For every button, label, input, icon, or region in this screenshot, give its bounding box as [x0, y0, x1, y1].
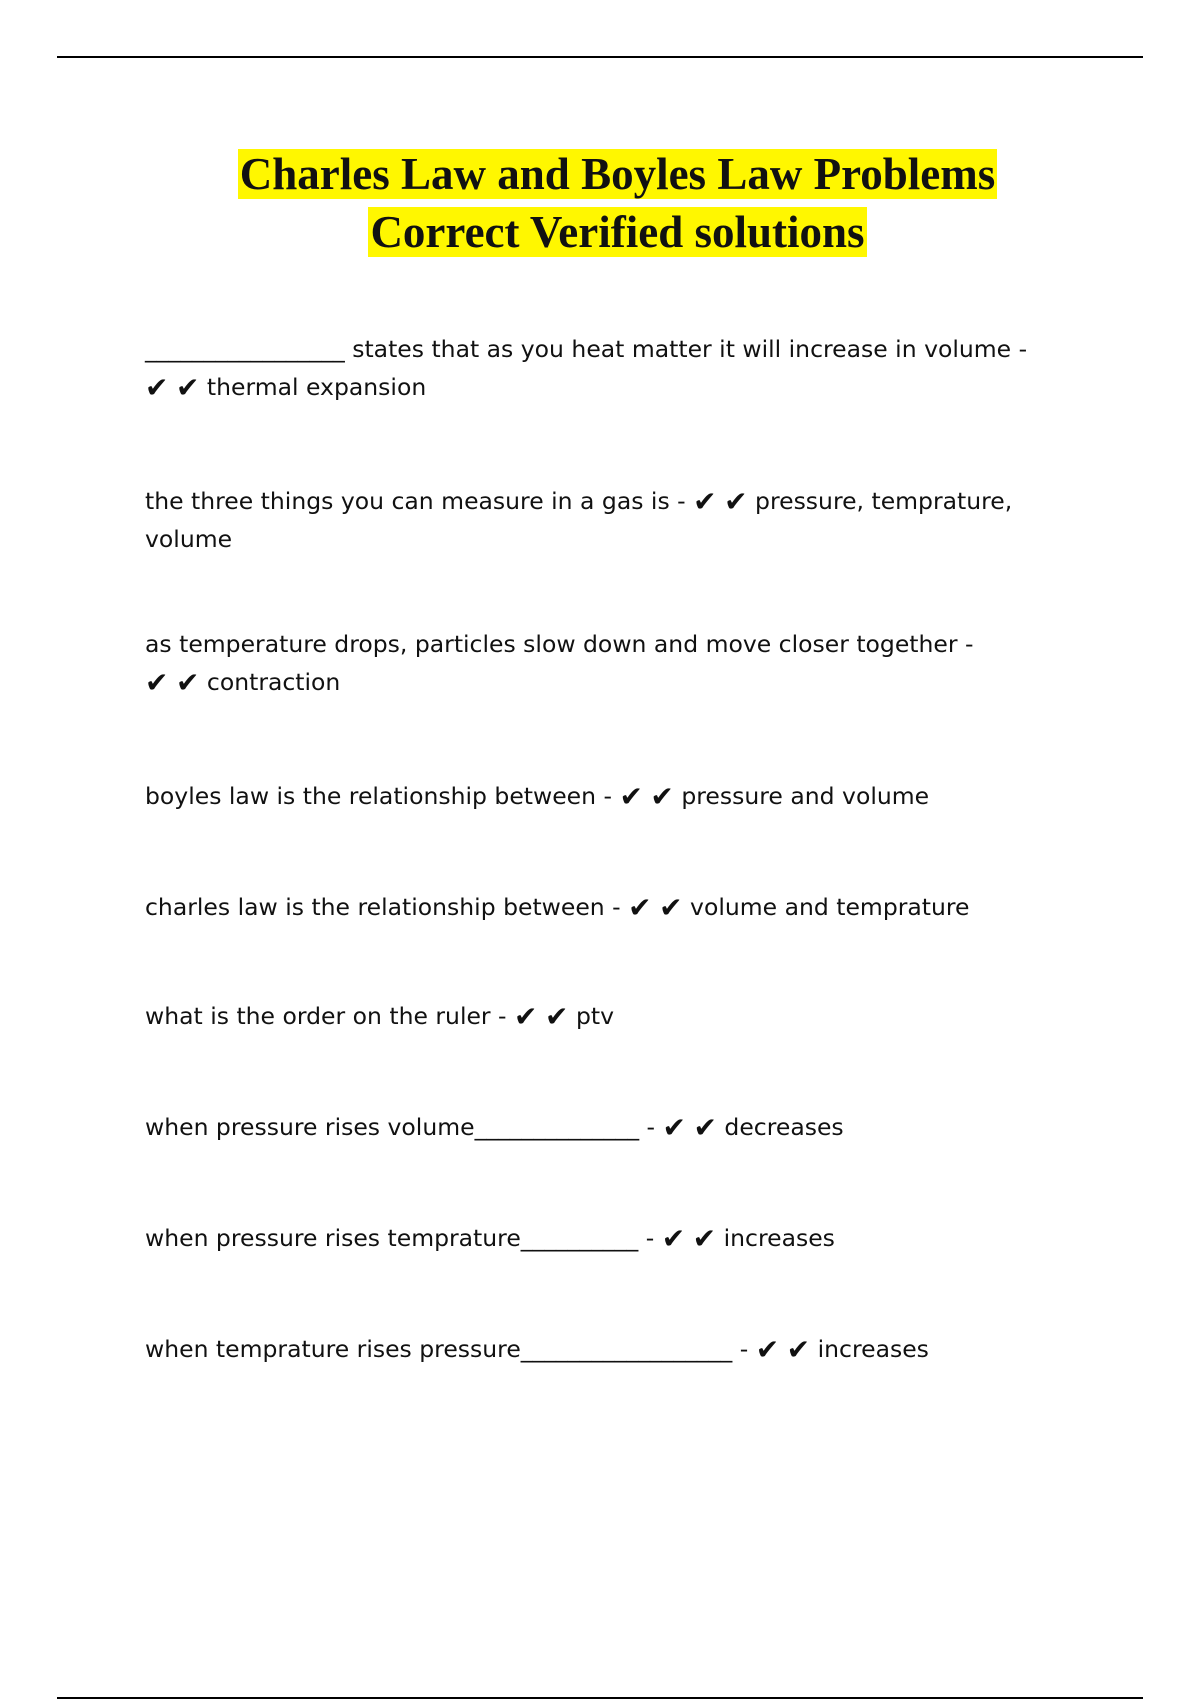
check-icon: ✔ [175, 666, 200, 699]
qa-item [145, 1330, 1045, 1368]
answer-text: increases [723, 1224, 835, 1252]
document-title [0, 145, 1200, 261]
check-icon: ✔ [692, 1222, 717, 1255]
question-text: boyles law is the relationship between - [145, 782, 612, 810]
check-icon: ✔ [659, 891, 683, 924]
check-icon: ✔ [661, 1222, 686, 1255]
check-icon: ✔ [786, 1333, 811, 1366]
answer-text: thermal expansion [206, 373, 427, 401]
qa-item [145, 1108, 1045, 1146]
qa-item [145, 625, 1045, 701]
question-text: the three things you can measure in a gas is - [145, 487, 686, 515]
answer-text: pressure, temprature, volume [145, 487, 1013, 553]
qa-item [145, 330, 1045, 406]
answer-text: increases [817, 1335, 929, 1363]
qa-item [145, 777, 1045, 815]
check-icon: ✔ [724, 485, 748, 518]
question-text: when temprature rises pressure__________________ - [145, 1335, 749, 1363]
top-rule [57, 56, 1143, 58]
question-text: when pressure rises volume______________ - [145, 1113, 656, 1141]
check-icon: ✔ [650, 780, 674, 813]
check-icon: ✔ [175, 371, 200, 404]
check-icon: ✔ [755, 1333, 780, 1366]
check-icon: ✔ [693, 1111, 717, 1144]
check-icon: ✔ [619, 780, 643, 813]
question-text: _________________ states that as you heat matter it will increase in volume - [145, 335, 1028, 363]
bottom-rule [57, 1697, 1143, 1699]
answer-text: decreases [724, 1113, 844, 1141]
title-line-1: Charles Law and Boyles Law Problems [239, 149, 996, 199]
answer-text: pressure and volume [681, 782, 930, 810]
check-icon: ✔ [544, 1000, 569, 1033]
answer-text: volume and temprature [690, 893, 970, 921]
check-icon: ✔ [145, 371, 169, 404]
question-text: charles law is the relationship between - [145, 893, 621, 921]
check-icon: ✔ [662, 1111, 686, 1144]
qa-item [145, 888, 1045, 926]
qa-item [145, 997, 1045, 1035]
question-text: what is the order on the ruler - [145, 1002, 507, 1030]
check-icon: ✔ [693, 485, 717, 518]
answer-text: contraction [206, 668, 341, 696]
qa-item [145, 482, 1045, 558]
check-icon: ✔ [514, 1000, 538, 1033]
check-icon: ✔ [628, 891, 652, 924]
question-text: when pressure rises temprature__________ - [145, 1224, 655, 1252]
check-icon: ✔ [145, 666, 169, 699]
question-text: as temperature drops, particles slow down and move closer together - [145, 630, 974, 658]
qa-item [145, 1219, 1045, 1257]
title-line-2: Correct Verified solutions [370, 207, 865, 257]
answer-text: ptv [575, 1002, 614, 1030]
